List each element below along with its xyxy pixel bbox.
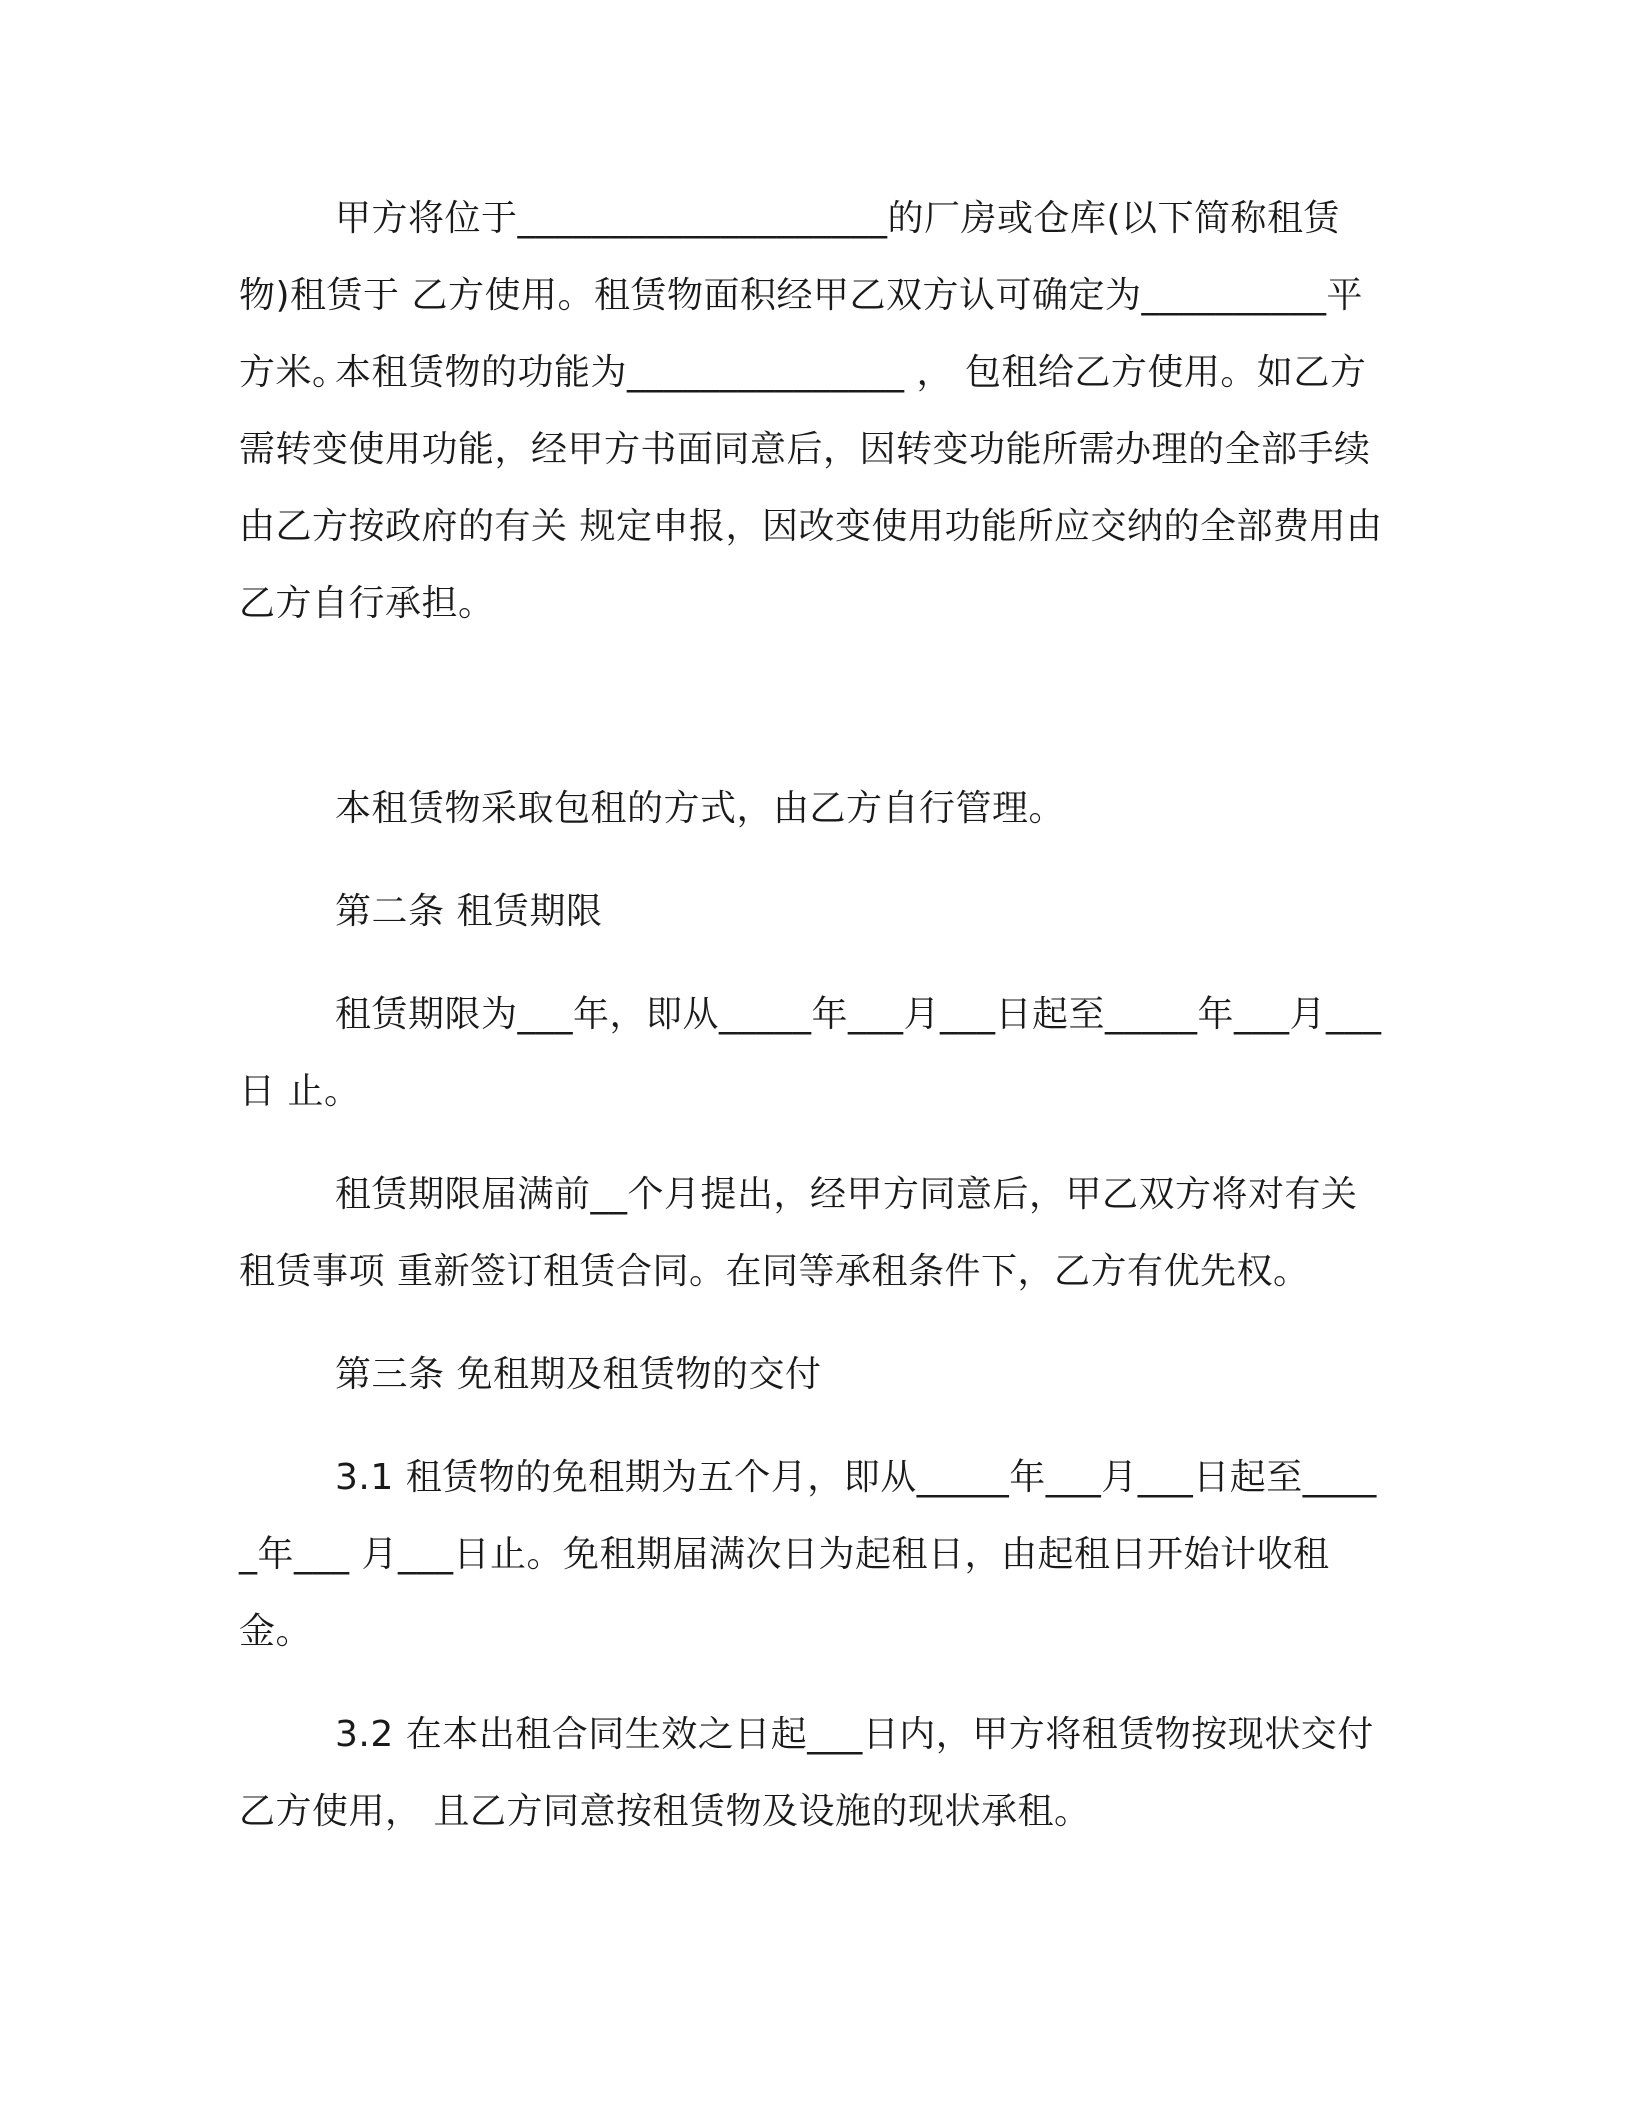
paragraph-management: 本租赁物采取包租的方式，由乙方自行管理。 [335,788,1066,829]
paragraph-renewal: 租赁期限届满前__个月提出，经甲方同意后，甲乙双方将对有关租赁事项 重新签订租赁合同。在同等承租条件下，乙方有优先权。 [239,1174,1358,1292]
paragraph-delivery: 3.2 在本出租合同生效之日起___日内，甲方将租赁物按现状交付乙方使用， 且乙方同意按租赁物及设施的现状承租。 [239,1714,1374,1832]
paragraph-premises: 甲方将位于____________________的厂房或仓库(以下简称租赁物)租赁于 乙方使用。租赁物面积经甲乙双方认可确定为__________平方米。 [239,198,1363,393]
paragraph-lease-term: 租赁期限为___年，即从_____年___月___日起至_____年___月___日 止。 [239,994,1382,1112]
paragraph-rent-free-period: 3.1 租赁物的免租期为五个月，即从_____年___月___日起至_____年___ 月___日止。免租期届满次日为起租日，由起租日开始计收租金。 [239,1457,1377,1652]
section-heading-lease-term: 第二条 租赁期限 [335,891,603,932]
section-heading-rent-free: 第三条 免租期及租赁物的交付 [335,1354,822,1395]
paragraph-function: 本租赁物的功能为_______________ ， 包租给乙方使用。如乙方需转变使用功能，经甲方书面同意后，因转变功能所需办理的全部手续由乙方按政府的有关 规定申报，因改变使用功能所应交纳的全部费用由乙方自行承担。 [239,352,1383,624]
